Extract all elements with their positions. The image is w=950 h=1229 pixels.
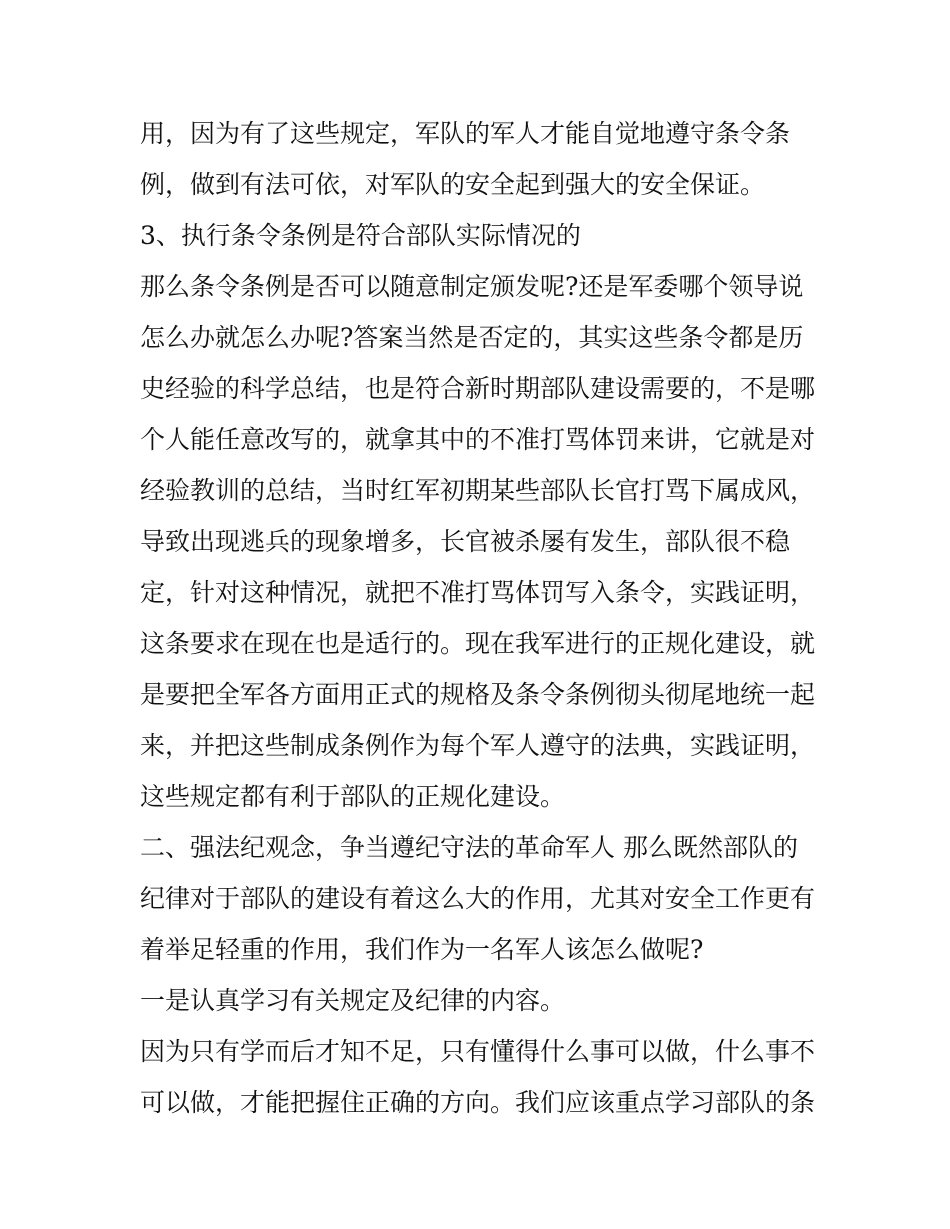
- text-line-6: 史经验的科学总结，也是符合新时期部队建设需要的，不是哪: [140, 374, 816, 403]
- text-line-9: 导致出现逃兵的现象增多，长官被杀屡有发生，部队很不稳: [140, 527, 791, 556]
- text-line-14: 这些规定都有利于部队的正规化建设。: [140, 782, 566, 811]
- text-line-10: 定，针对这种情况，就把不准打骂体罚写入条令，实践证明，: [140, 578, 816, 607]
- document-body: [140, 108, 820, 1128]
- text-line-19: 因为只有学而后才知不足，只有懂得什么事可以做，什么事不: [140, 1037, 816, 1066]
- text-line-17: 着举足轻重的作用，我们作为一名军人该怎么做呢?: [140, 935, 704, 964]
- text-line-7: 个人能任意改写的，就拿其中的不准打骂体罚来讲，它就是对: [140, 425, 816, 454]
- section-heading-3: 3、执行条令条例是符合部队实际情况的: [140, 221, 581, 250]
- text-line-4: 那么条令条例是否可以随意制定颁发呢?还是军委哪个领导说: [140, 272, 804, 301]
- subheading-one: 一是认真学习有关规定及纪律的内容。: [140, 986, 566, 1015]
- text-line-5: 怎么办就怎么办呢?答案当然是否定的，其实这些条令都是历: [140, 323, 804, 352]
- text-line-20: 可以做，才能把握住正确的方向。我们应该重点学习部队的条: [140, 1088, 816, 1117]
- text-line-11: 这条要求在现在也是适行的。现在我军进行的正规化建设，就: [140, 629, 816, 658]
- text-line-2: 例，做到有法可依，对军队的安全起到强大的安全保证。: [140, 170, 766, 199]
- text-line-1: 用，因为有了这些规定，军队的军人才能自觉地遵守条令条: [140, 119, 791, 148]
- text-line-16: 纪律对于部队的建设有着这么大的作用，尤其对安全工作更有: [140, 884, 816, 913]
- text-line-8: 经验教训的总结，当时红军初期某些部队长官打骂下属成风，: [140, 476, 816, 505]
- section-heading-two: 二、强法纪观念，争当遵纪守法的革命军人 那么既然部队的: [140, 833, 798, 862]
- text-line-13: 来，并把这些制成条例作为每个军人遵守的法典，实践证明，: [140, 731, 816, 760]
- text-line-12: 是要把全军各方面用正式的规格及条令条例彻头彻尾地统一起: [140, 680, 816, 709]
